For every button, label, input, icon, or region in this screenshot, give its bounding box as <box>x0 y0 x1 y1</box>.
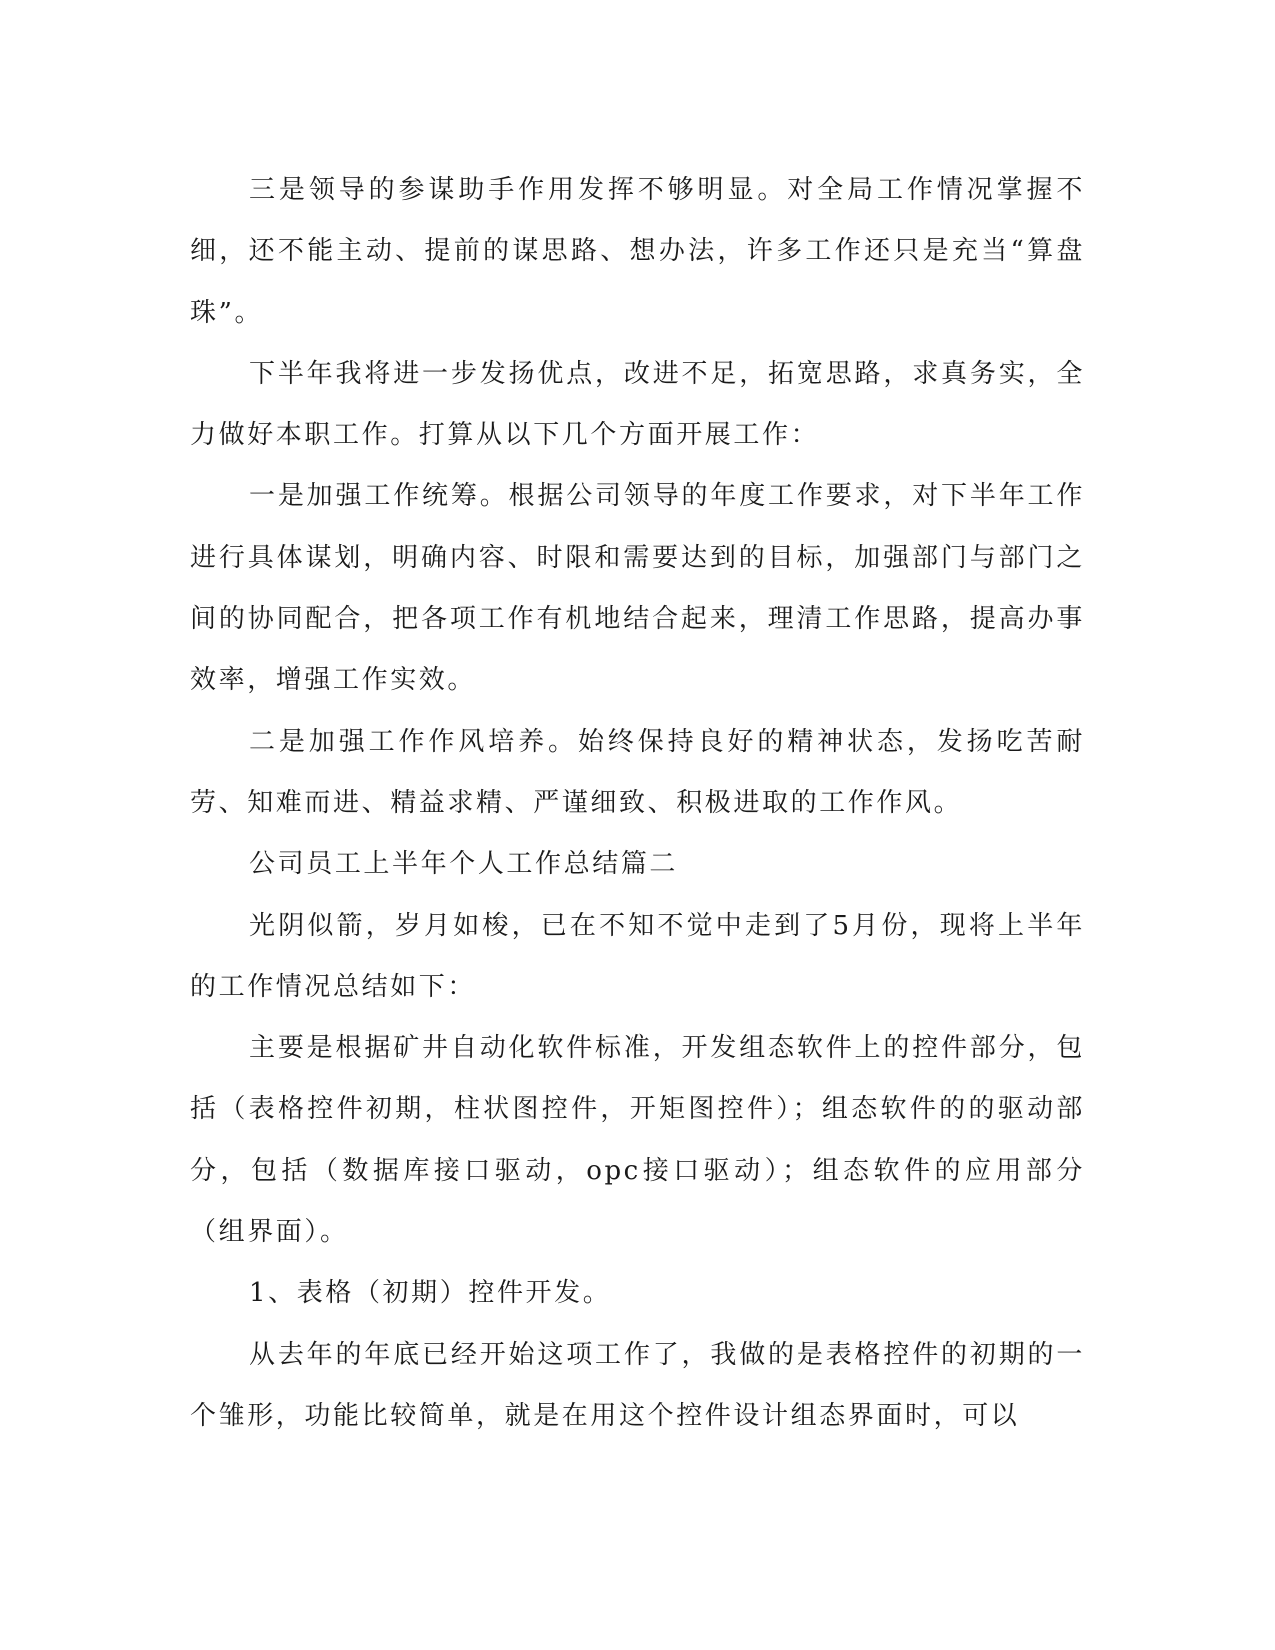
paragraph-work-style: 二是加强工作作风培养。始终保持良好的精神状态，发扬吃苦耐劳、知难而进、精益求精、严谨细致、积极进取的工作作风。 <box>190 726 1085 818</box>
subheading-table-control: 1、表格（初期）控件开发。 <box>249 1278 612 1309</box>
document-body <box>190 160 1085 1447</box>
paragraph-leadership-role: 三是领导的参谋助手作用发挥不够明显。对全局工作情况掌握不细，还不能主动、提前的谋思路、想办法，许多工作还只是充当“算盘珠”。 <box>190 175 1085 328</box>
paragraph-table-control-detail: 从去年的年底已经开始这项工作了，我做的是表格控件的初期的一个雏形，功能比较简单，就是在用这个控件设计组态界面时，可以 <box>190 1339 1085 1431</box>
section-heading: 公司员工上半年个人工作总结篇二 <box>249 849 679 880</box>
paragraph-second-half-plan: 下半年我将进一步发扬优点，改进不足，拓宽思路，求真务实，全力做好本职工作。打算从以下几个方面开展工作： <box>190 358 1085 451</box>
paragraph-main-work: 主要是根据矿井自动化软件标准，开发组态软件上的控件部分，包括（表格控件初期，柱状图控件，开矩图控件）；组态软件的的驱动部分，包括（数据库接口驱动，opc接口驱动）；组态软件的应用部分（组界面）。 <box>190 1033 1085 1248</box>
paragraph-work-coordination: 一是加强工作统筹。根据公司领导的年度工作要求，对下半年工作进行具体谋划，明确内容、时限和需要达到的目标，加强部门与部门之间的协同配合，把各项工作有机地结合起来，理清工作思路，提高办事效率，增强工作实效。 <box>190 481 1085 696</box>
paragraph-summary-intro: 光阴似箭，岁月如梭，已在不知不觉中走到了5月份，现将上半年的工作情况总结如下： <box>190 910 1085 1002</box>
